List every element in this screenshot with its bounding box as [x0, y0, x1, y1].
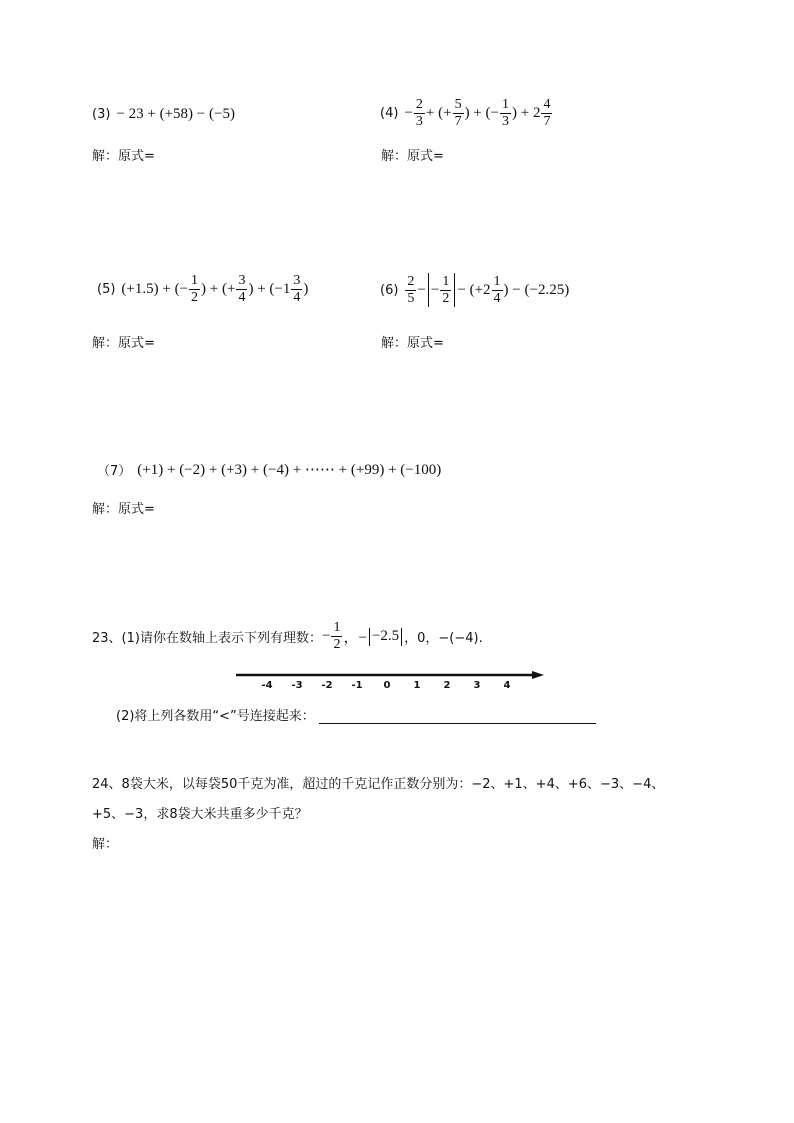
problem-6: [380, 273, 569, 307]
tick-label: 3: [473, 680, 481, 691]
question-23-part2: [116, 705, 596, 724]
problem-5: [97, 273, 308, 306]
tick-label: 0: [383, 680, 391, 691]
problem-3-label: (3): [92, 107, 111, 122]
problem-7: [97, 460, 441, 479]
tick-label: -1: [351, 680, 363, 691]
solution-5: 解：原式=: [92, 336, 155, 351]
answer-line[interactable]: [319, 710, 596, 724]
tick-label: 1: [413, 680, 421, 691]
problem-4: [380, 97, 553, 130]
solution-3: 解：原式=: [92, 149, 155, 164]
tick-label: -4: [261, 680, 273, 691]
problem-5-label: (5): [97, 282, 116, 297]
problem-4-expression: − $\frac{2}{3}$ + (+ $\frac{5}{7}$ ) + (− $\frac{1}{3}$ ) + 2 $\frac{4}{7}$: [404, 97, 551, 129]
problem-5-expression: (+1.5) + (− $\frac{1}{2}$ ) + (+ $\frac{3}{4}$ ) + (−1 $\frac{3}{4}$ ): [121, 273, 309, 305]
question-23-numbers: − $\frac{1}{2}$ ，− −2.5: [322, 620, 404, 653]
question-23-part2-text: (2)将上列各数用“<”号连接起来：: [116, 709, 315, 724]
solution-6: 解：原式=: [381, 336, 444, 351]
question-23-tail: ，0，−(−4).: [404, 631, 483, 646]
solution-4: 解：原式=: [381, 149, 444, 164]
tick-label: -3: [291, 680, 303, 691]
solution-7: 解：原式=: [92, 502, 155, 517]
question-24-line2: +5、−3，求8袋大米共重多少千克？: [92, 807, 308, 822]
question-24-line1: 24、8袋大米，以每袋50千克为准，超过的千克记作正数分别为：−2、+1、+4、+6、−3、−4、: [92, 777, 665, 792]
problem-3-expression: − 23 + (+58) − (−5): [116, 106, 235, 122]
problem-6-expression: $\frac{2}{5}$ − − $\frac{1}{2}$ − (+2 $\frac{1}{4}$ ) − (−2.25): [407, 273, 570, 306]
tick-label: -2: [321, 680, 333, 691]
problem-3: [92, 106, 235, 123]
problem-7-label: （7）: [97, 464, 132, 479]
tick-label: 4: [503, 680, 511, 691]
problem-7-expression: (+1) + (−2) + (+3) + (−4) + ⋯⋯ + (+99) + (−100): [137, 462, 442, 478]
solution-24: 解：: [92, 837, 119, 852]
question-23-part1: [92, 620, 483, 653]
problem-4-label: (4): [380, 106, 399, 121]
question-23-text: 23、(1)请你在数轴上表示下列有理数：: [92, 631, 322, 646]
tick-label: 2: [443, 680, 451, 691]
problem-6-label: (6): [380, 282, 399, 298]
